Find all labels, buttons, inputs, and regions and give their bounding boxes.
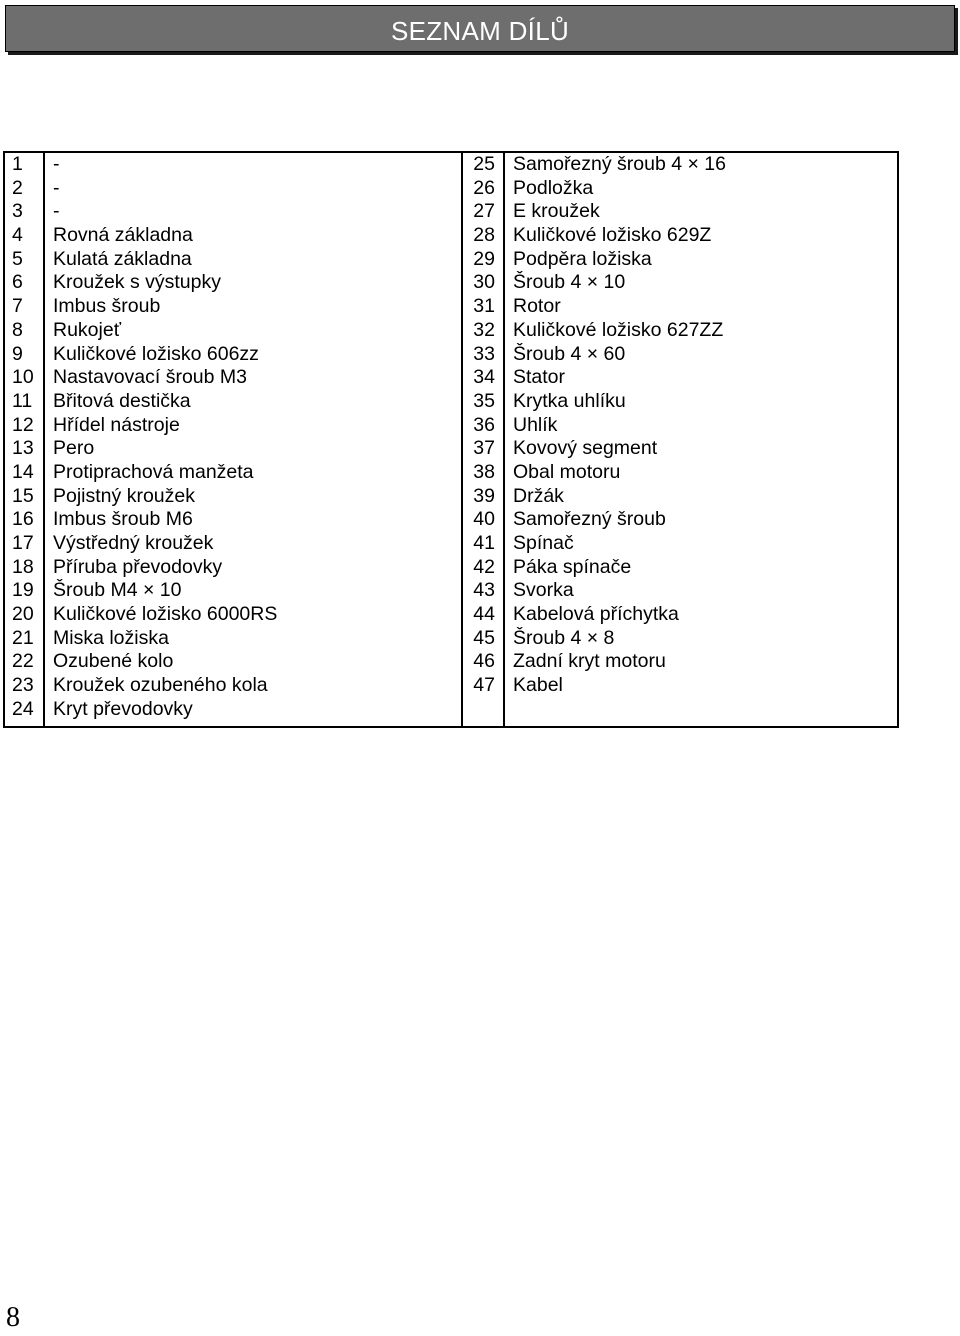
- part-number: 29: [473, 247, 495, 270]
- part-name: Uhlík: [513, 413, 558, 436]
- part-name: Podložka: [513, 176, 594, 199]
- part-number: 4: [12, 224, 23, 247]
- part-number: 8: [12, 318, 23, 341]
- part-number: 11: [12, 389, 33, 412]
- part-name: Nastavovací šroub M3: [53, 366, 248, 389]
- part-name: Pero: [53, 437, 95, 460]
- part-number: 3: [12, 200, 23, 223]
- part-number: 37: [473, 437, 495, 460]
- part-name: Kroužek s výstupky: [53, 271, 221, 294]
- part-number: 18: [12, 555, 34, 578]
- part-name: Držák: [513, 484, 564, 507]
- part-name: Páka spínače: [513, 555, 632, 578]
- part-name: -: [53, 176, 60, 199]
- part-number: 27: [473, 200, 495, 223]
- part-number: 38: [473, 460, 495, 483]
- part-name: Kabelová příchytka: [513, 603, 679, 626]
- header-bar: [5, 5, 955, 52]
- part-name: Zadní kryt motoru: [513, 650, 666, 673]
- part-number: 19: [12, 579, 34, 602]
- part-name: Ozubené kolo: [53, 650, 174, 673]
- part-name: Kuličkové ložisko 6000RS: [53, 603, 278, 626]
- part-number: 40: [473, 508, 495, 531]
- part-name: Kroužek ozubeného kola: [53, 674, 268, 697]
- part-name: Břitová destička: [53, 389, 191, 412]
- part-name: Rukojeť: [53, 318, 122, 341]
- part-name: Pojistný kroužek: [53, 484, 195, 507]
- part-number: 6: [12, 271, 23, 294]
- part-number: 34: [473, 366, 495, 389]
- part-name: E kroužek: [513, 200, 600, 223]
- part-number: 23: [12, 674, 34, 697]
- part-number: 16: [12, 508, 34, 531]
- part-name: Stator: [513, 366, 566, 389]
- right-name-column: [505, 153, 897, 726]
- part-number: 35: [473, 389, 495, 412]
- part-name: Protiprachová manžeta: [53, 460, 254, 483]
- part-number: 12: [12, 413, 34, 436]
- part-name: Podpěra ložiska: [513, 247, 652, 270]
- part-name: Miska ložiska: [53, 626, 169, 649]
- part-number: 39: [473, 484, 495, 507]
- part-name: Rotor: [513, 295, 561, 318]
- part-number: 31: [473, 295, 495, 318]
- part-number: 17: [12, 532, 34, 554]
- part-name: -: [53, 200, 60, 223]
- part-name: Svorka: [513, 579, 574, 602]
- part-name: Imbus šroub: [53, 295, 161, 318]
- part-number: 32: [473, 318, 495, 341]
- part-number: 20: [12, 603, 34, 626]
- part-number: 24: [12, 697, 34, 720]
- part-name: Krytka uhlíku: [513, 389, 626, 412]
- part-name: Hřídel nástroje: [53, 413, 180, 436]
- part-number: 9: [12, 342, 23, 365]
- part-name: Kovový segment: [513, 437, 658, 460]
- part-name: Kryt převodovky: [53, 697, 193, 720]
- part-name: Kulatá základna: [53, 247, 192, 270]
- left-name-column: [45, 153, 463, 726]
- part-number: 42: [473, 555, 495, 578]
- right-number-column: [463, 153, 505, 726]
- part-number: 13: [12, 437, 34, 460]
- part-number: 44: [473, 603, 495, 626]
- part-name: Kabel: [513, 674, 563, 697]
- part-name: Samořezný šroub: [513, 508, 666, 531]
- part-number: 28: [473, 224, 495, 247]
- part-number: 10: [12, 366, 34, 389]
- part-number: 2: [12, 176, 23, 199]
- part-number: 5: [12, 247, 23, 270]
- left-number-column: [5, 153, 45, 726]
- part-name: Spínač: [513, 532, 574, 554]
- part-name: Kuličkové ložisko 629Z: [513, 224, 712, 247]
- part-name: Obal motoru: [513, 460, 621, 483]
- part-number: 21: [12, 626, 34, 649]
- part-number: 15: [12, 484, 34, 507]
- part-name: Kuličkové ložisko 606zz: [53, 342, 259, 365]
- part-name: Kuličkové ložisko 627ZZ: [513, 318, 724, 341]
- part-number: 36: [473, 413, 495, 436]
- part-number: 25: [473, 153, 495, 175]
- part-name: Šroub 4 × 10: [513, 271, 626, 294]
- part-name: Výstředný kroužek: [53, 532, 214, 554]
- part-number: 14: [12, 460, 34, 483]
- part-number: 45: [473, 626, 495, 649]
- part-name: Samořezný šroub 4 × 16: [513, 153, 726, 175]
- part-number: 30: [473, 271, 495, 294]
- part-name: Příruba převodovky: [53, 555, 223, 578]
- part-number: 26: [473, 176, 495, 199]
- part-number: 47: [473, 674, 495, 697]
- part-number: 1: [12, 153, 23, 175]
- part-number: 46: [473, 650, 495, 673]
- part-number: 33: [473, 342, 495, 365]
- part-name: Šroub 4 × 8: [513, 626, 615, 649]
- part-number: 7: [12, 295, 23, 318]
- page-number: 8: [6, 1302, 20, 1333]
- parts-table: [3, 151, 899, 728]
- page-title: SEZNAM DÍLŮ: [390, 16, 570, 46]
- part-name: Rovná základna: [53, 224, 193, 247]
- part-number: 41: [473, 532, 495, 554]
- part-number: 43: [473, 579, 495, 602]
- part-number: 22: [12, 650, 34, 673]
- part-name: -: [53, 153, 60, 175]
- part-name: Imbus šroub M6: [53, 508, 193, 531]
- part-name: Šroub M4 × 10: [53, 579, 182, 602]
- part-name: Šroub 4 × 60: [513, 342, 626, 365]
